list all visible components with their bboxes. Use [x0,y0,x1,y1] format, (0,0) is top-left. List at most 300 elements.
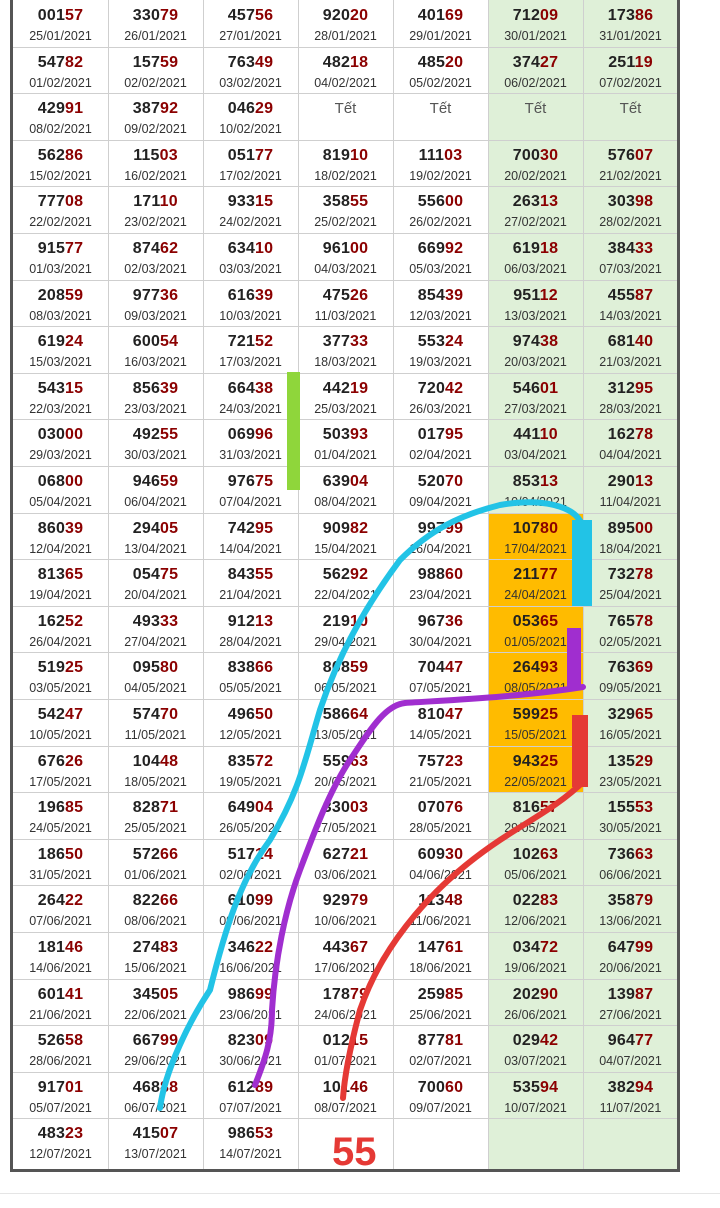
result-number: 16252 [37,612,84,630]
result-number: 61289 [227,1078,274,1096]
result-cell [488,466,583,513]
result-date: 21/04/2021 [219,588,282,603]
result-cell [488,280,583,327]
result-cell [13,280,108,327]
result-number: 93315 [227,193,274,211]
result-number: 76369 [607,659,654,677]
result-number: 95112 [513,286,558,304]
result-cell [583,699,678,746]
result-number: 61099 [227,892,274,910]
result-date: 25/06/2021 [409,1007,472,1022]
result-number: 01795 [417,426,464,444]
result-date: 16/05/2021 [599,728,662,742]
result-date: 29/05/2021 [504,821,567,836]
result-cell [583,746,678,793]
result-date: 24/02/2021 [219,215,282,230]
result-cell [108,839,203,886]
result-date: 17/06/2021 [314,961,377,975]
result-cell [298,280,393,327]
result-cell [583,839,678,886]
result-cell [13,233,108,280]
result-cell [203,1025,298,1072]
result-number: 72042 [417,379,464,397]
result-date: 13/03/2021 [504,308,567,323]
result-number: 19685 [37,799,84,817]
result-number: 81657 [512,799,559,817]
result-cell [203,280,298,327]
result-number: 29405 [132,519,179,537]
result-date: 18/04/2021 [599,541,662,556]
result-date: 06/03/2021 [504,262,567,276]
result-date: 19/03/2021 [409,355,472,370]
result-cell [13,1118,108,1165]
result-date: 28/01/2021 [314,29,377,43]
result-date: 03/03/2021 [219,262,282,276]
holiday-label: Tết [619,100,642,118]
result-number: 50393 [322,426,369,444]
result-date: 28/06/2021 [29,1054,92,1069]
result-date: 17/04/2021 [504,541,567,556]
result-number: 58664 [322,706,369,723]
result-cell [108,979,203,1026]
result-date: 04/03/2021 [314,262,377,276]
result-number: 13529 [607,752,654,770]
result-cell [298,979,393,1026]
result-number: 37427 [512,53,559,71]
result-date: 24/05/2021 [29,821,92,836]
result-number: 38792 [132,100,179,118]
result-cell [13,0,108,47]
result-number: 33003 [322,799,369,817]
result-number: 09580 [132,659,179,677]
result-date: 19/06/2021 [504,961,567,975]
result-date: 23/03/2021 [124,401,187,416]
result-date: 15/02/2021 [29,168,92,183]
result-number: 06996 [227,426,274,444]
result-date: 29/03/2021 [29,448,92,463]
result-cell [488,93,583,140]
result-cell [583,326,678,373]
result-date: 06/07/2021 [124,1100,187,1115]
result-cell [583,979,678,1026]
result-number: 63410 [227,240,274,257]
result-cell [488,839,583,886]
result-number: 61924 [37,333,84,351]
result-cell [13,652,108,699]
result-date: 09/04/2021 [409,495,472,509]
result-date: 24/04/2021 [504,588,567,603]
result-date: 23/05/2021 [599,774,662,789]
result-number: 49255 [132,426,179,444]
result-cell [298,1025,393,1072]
result-number: 85639 [132,379,179,397]
result-cell [13,885,108,932]
result-cell [108,1025,203,1072]
result-cell [108,792,203,839]
result-cell [13,559,108,606]
result-cell [298,0,393,47]
result-number: 53594 [512,1078,559,1096]
result-date: 13/06/2021 [599,914,662,929]
result-number: 26313 [512,193,559,211]
result-number: 47526 [322,286,369,304]
result-date: 07/06/2021 [29,914,92,929]
result-number: 42991 [37,100,84,118]
result-cell [393,652,488,699]
result-number: 26493 [512,659,559,677]
result-cell [203,792,298,839]
result-date: 21/06/2021 [29,1007,92,1022]
result-date: 27/03/2021 [504,401,567,416]
result-date: 30/06/2021 [219,1054,282,1069]
result-date: 08/06/2021 [124,914,187,929]
result-cell [108,373,203,420]
result-number: 70060 [417,1078,464,1096]
result-date: 30/03/2021 [124,448,187,463]
result-number: 21177 [513,566,558,584]
result-date: 02/02/2021 [124,75,187,90]
result-cell [298,466,393,513]
result-number: 54315 [37,379,84,397]
result-cell [583,93,678,140]
result-number: 70030 [512,146,559,164]
result-number: 26422 [37,892,84,910]
result-date: 21/02/2021 [599,168,662,183]
result-date: 22/02/2021 [29,215,92,230]
result-cell [393,0,488,47]
result-date: 09/02/2021 [124,122,187,137]
result-number: 04629 [227,100,274,118]
result-date: 01/04/2021 [314,448,377,463]
result-date: 03/07/2021 [504,1054,567,1069]
result-number: 44219 [322,379,369,397]
result-cell [203,140,298,187]
result-date: 08/05/2021 [504,681,567,696]
result-number: 72152 [227,333,274,351]
result-number: 25985 [417,985,464,1003]
result-number: 60141 [37,985,84,1003]
result-date: 20/02/2021 [504,168,567,183]
result-cell [203,419,298,466]
result-cell [203,1072,298,1119]
result-number: 56292 [322,566,369,584]
result-date: 27/02/2021 [504,215,567,230]
result-cell [393,792,488,839]
result-number: 77708 [37,193,84,211]
result-date: 01/05/2021 [504,634,567,649]
result-date: 25/05/2021 [124,821,187,836]
result-number: 89500 [607,519,654,537]
result-number: 73663 [607,845,654,863]
result-date: 12/03/2021 [409,308,472,323]
result-cell [203,652,298,699]
result-number: 27483 [132,939,179,956]
result-number: 44367 [322,939,369,956]
result-cell [13,326,108,373]
result-cell [488,186,583,233]
result-cell [203,559,298,606]
result-date: 02/03/2021 [124,262,187,276]
result-number: 75723 [417,752,464,770]
result-date: 05/05/2021 [219,681,282,696]
result-number: 62721 [322,845,369,863]
result-cell [203,979,298,1026]
result-date: 11/03/2021 [314,308,377,323]
result-cell [393,1025,488,1072]
result-number: 00157 [37,7,84,24]
result-date: 10/07/2021 [504,1100,567,1115]
result-cell [488,373,583,420]
result-cell [393,885,488,932]
result-date: 18/06/2021 [409,961,472,975]
result-number: 48520 [417,53,464,71]
result-date: 20/06/2021 [599,961,662,975]
result-number: 55324 [417,333,464,351]
result-number: 03000 [37,426,84,444]
result-date: 25/04/2021 [599,588,662,603]
result-cell [393,140,488,187]
result-date: 20/03/2021 [504,355,567,370]
result-date: 01/06/2021 [124,867,187,882]
result-date: 17/03/2021 [219,355,282,370]
result-cell [488,699,583,746]
result-cell [393,979,488,1026]
result-number: 57607 [607,146,654,164]
result-number: 10146 [322,1078,369,1096]
result-date: 10/02/2021 [219,122,282,137]
result-cell [13,373,108,420]
result-date: 13/07/2021 [124,1147,187,1162]
result-number: 21910 [322,612,369,630]
result-cell [393,513,488,560]
result-number: 96736 [417,612,464,630]
result-date: 22/06/2021 [124,1007,187,1022]
result-number: 74295 [227,519,274,537]
result-cell [13,186,108,233]
result-number: 10448 [132,752,179,770]
result-date: 04/06/2021 [409,867,472,882]
result-number: 94325 [512,752,559,770]
result-cell [13,1072,108,1119]
result-cell [298,606,393,653]
result-date: 28/02/2021 [599,215,662,230]
result-cell [108,932,203,979]
result-cell [583,513,678,560]
result-date: 13/04/2021 [124,541,187,556]
result-date: 06/04/2021 [124,495,187,509]
result-cell [488,47,583,94]
result-cell [108,47,203,94]
result-date: 07/05/2021 [409,681,472,696]
result-date: 15/06/2021 [124,961,187,975]
result-cell [298,1072,393,1119]
result-date: 17/02/2021 [219,168,282,183]
result-date: 07/04/2021 [219,495,282,509]
result-date: 19/05/2021 [219,774,282,789]
result-cell [203,466,298,513]
result-date: 24/06/2021 [314,1007,377,1022]
result-number: 91577 [37,240,84,257]
result-date: 30/05/2021 [599,821,662,836]
result-cell [203,699,298,746]
result-date: 13/05/2021 [314,728,377,742]
result-number: 82871 [132,799,179,817]
result-cell [393,233,488,280]
result-date: 11/07/2021 [599,1100,662,1115]
result-cell [393,839,488,886]
result-date: 04/07/2021 [599,1054,662,1069]
result-cell [583,280,678,327]
annotation-number: 55 [332,1130,377,1174]
result-cell [203,513,298,560]
result-cell [488,606,583,653]
result-date: 02/07/2021 [409,1054,472,1069]
result-number: 11103 [418,146,463,164]
result-number: 52070 [417,473,464,490]
result-number: 96477 [607,1032,654,1050]
result-date: 02/05/2021 [599,634,662,649]
result-cell [393,606,488,653]
result-date: 28/04/2021 [219,634,282,649]
footer-divider [0,1193,720,1194]
result-date: 14/06/2021 [29,961,92,975]
result-cell [488,0,583,47]
result-number: 68140 [607,333,654,351]
result-number: 33079 [132,7,179,24]
result-date: 05/02/2021 [409,75,472,90]
result-date: 23/04/2021 [409,588,472,603]
result-date: 15/05/2021 [504,728,567,742]
result-cell [583,466,678,513]
result-date: 03/04/2021 [504,448,567,463]
result-number: 76578 [607,612,654,630]
result-cell [203,186,298,233]
result-cell [298,373,393,420]
result-number: 55600 [417,193,464,211]
result-number: 01215 [322,1032,369,1050]
result-number: 96100 [322,240,369,257]
result-number: 51714 [227,845,274,863]
result-number: 67626 [37,752,84,770]
result-date: 26/03/2021 [409,401,472,416]
result-number: 05365 [512,612,559,630]
result-date: 03/06/2021 [314,867,377,882]
result-cell [393,746,488,793]
result-cell [108,140,203,187]
result-date: 16/06/2021 [219,961,282,975]
holiday-label: Tết [524,100,547,118]
result-cell [488,233,583,280]
result-number: 11503 [133,146,178,164]
result-date: 15/04/2021 [314,541,377,556]
result-date: 29/06/2021 [124,1054,187,1069]
result-number: 32965 [607,706,654,723]
result-date: 08/04/2021 [314,495,377,509]
result-date: 01/02/2021 [29,75,92,90]
result-number: 45756 [227,7,274,24]
result-cell [488,326,583,373]
result-number: 73278 [607,566,654,584]
result-cell [203,1118,298,1165]
result-cell [108,1118,203,1165]
result-cell [108,0,203,47]
result-number: 52658 [37,1032,84,1050]
result-date: 26/06/2021 [504,1007,567,1022]
result-cell [13,466,108,513]
result-number: 10263 [512,845,559,863]
result-cell [108,466,203,513]
result-date: 20/05/2021 [314,774,377,789]
result-cell [488,979,583,1026]
result-cell [298,792,393,839]
result-cell [298,419,393,466]
result-cell [583,1025,678,1072]
result-cell [298,746,393,793]
result-number: 81047 [417,706,464,723]
result-cell [203,0,298,47]
result-date: 27/04/2021 [124,634,187,649]
result-cell [203,606,298,653]
result-number: 31295 [607,379,654,397]
result-cell [583,373,678,420]
result-number: 49333 [132,612,179,630]
result-cell [298,233,393,280]
result-number: 34622 [227,939,274,956]
result-cell [393,699,488,746]
result-cell [298,47,393,94]
result-number: 29013 [607,473,654,490]
result-date: 26/02/2021 [409,215,472,230]
result-date: 07/02/2021 [599,75,662,90]
result-date: 23/06/2021 [219,1007,282,1022]
result-date: 05/04/2021 [29,495,92,509]
result-date: 18/03/2021 [314,355,377,370]
result-date: 27/05/2021 [314,821,377,836]
result-cell [488,1072,583,1119]
result-date: 10/03/2021 [219,308,282,323]
result-cell [108,746,203,793]
result-date: 09/05/2021 [599,681,662,696]
result-number: 85313 [512,473,559,490]
result-date: 06/02/2021 [504,75,567,90]
result-cell [203,47,298,94]
result-date: 09/03/2021 [124,308,187,323]
result-cell [108,280,203,327]
result-number: 37733 [322,333,369,351]
result-date: 27/06/2021 [599,1007,662,1022]
result-number: 92979 [322,892,369,910]
result-cell [393,280,488,327]
result-cell [108,233,203,280]
result-number: 87781 [417,1032,464,1050]
result-cell [108,326,203,373]
result-date: 04/02/2021 [314,75,377,90]
result-date: 18/02/2021 [314,168,377,183]
result-number: 76349 [227,53,274,71]
result-cell [298,326,393,373]
result-number: 85439 [417,286,464,304]
result-number: 48323 [37,1125,84,1143]
result-date: 10/05/2021 [29,728,92,742]
result-cell [13,47,108,94]
result-date: 14/07/2021 [219,1147,282,1162]
result-cell [13,140,108,187]
result-number: 11348 [418,892,463,910]
result-number: 17386 [607,7,654,24]
result-date: 12/05/2021 [219,728,282,742]
result-number: 35855 [322,193,369,211]
result-cell [108,885,203,932]
